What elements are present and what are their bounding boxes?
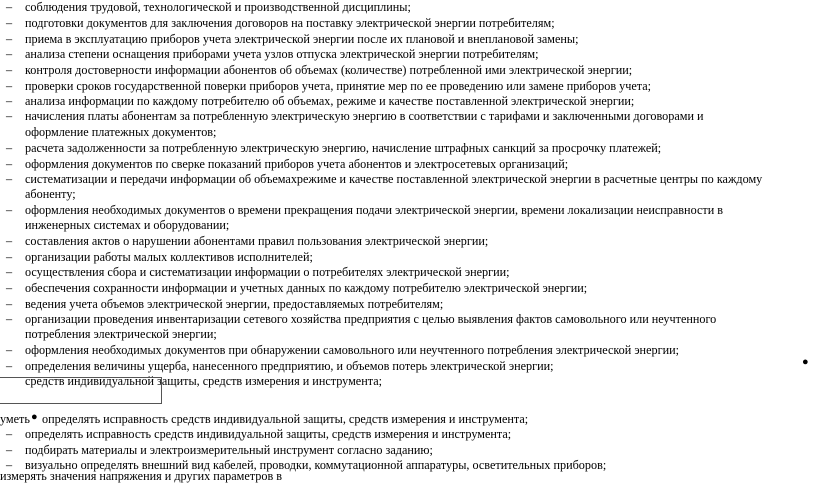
last-line-text: измерять значения напряжения и других параметров в <box>0 469 283 483</box>
list-marker: – <box>6 47 13 61</box>
list-marker: – <box>6 157 13 171</box>
list-marker: – <box>6 359 13 373</box>
list-marker: – <box>6 141 13 155</box>
list-marker: – <box>6 109 13 123</box>
list-marker: – <box>6 172 13 186</box>
list-marker: – <box>6 265 13 279</box>
list-item-text: приема в эксплуатацию приборов учета электрической энергии после их плановой и внеплановой замены; <box>25 32 579 46</box>
list-marker: – <box>6 203 13 217</box>
list-item-text: оформление платежных документов; <box>25 125 217 139</box>
list-marker: – <box>6 79 13 93</box>
skills-heading-text: определять исправность средств индивидуальной защиты, средств измерения и инструмента; <box>42 412 529 426</box>
skill-item-text: подбирать материалы и электроизмерительный инструмент согласно заданию; <box>25 443 433 457</box>
list-marker: – <box>6 343 13 357</box>
list-marker: – <box>6 250 13 264</box>
list-item-text: анализа информации по каждому потребителю об объемах, режиме и качестве поставленной электрической энергии; <box>25 94 635 108</box>
skills-bullet: ● <box>31 411 38 423</box>
list-marker: – <box>6 94 13 108</box>
list-item-text: определения величины ущерба, нанесенного предприятию, и объемов потерь электрической энергии; <box>25 359 554 373</box>
list-item-text: составления актов о нарушении абонентами правил пользования электрической энергии; <box>25 234 489 248</box>
list-item-text: анализа степени оснащения приборами учета узлов отпуска электрической энергии потребителям; <box>25 47 539 61</box>
list-marker: – <box>6 63 13 77</box>
list-marker: – <box>6 458 13 472</box>
skills-heading: уметь <box>0 412 30 426</box>
list-item-text: подготовки документов для заключения договоров на поставку электрической энергии потребителям; <box>25 16 555 30</box>
list-marker: – <box>6 281 13 295</box>
orphan-line-text: средств индивидуальной защиты, средств измерения и инструмента; <box>25 374 383 388</box>
list-item-text: контроля достоверности информации абонентов об объемах (количестве) потребленной ими электрической энергии; <box>25 63 633 77</box>
list-item-text: оформления необходимых документов при обнаружении самовольного или неучтенного потребления электрической энергии; <box>25 343 680 357</box>
list-item-text: систематизации и передачи информации об объемахрежиме и качестве поставленной электрической энергии в расчетные центры по каждому <box>25 172 763 186</box>
list-marker: – <box>6 443 13 457</box>
list-item-text: проверки сроков государственной поверки приборов учета, принятие мер по ее проведению или замене приборов учета; <box>25 79 652 93</box>
skill-item-text: визуально определять внешний вид кабелей, проводки, коммутационной аппаратуры, осветительных приборов; <box>25 458 607 472</box>
list-item-text: организации проведения инвентаризации сетевого хозяйства предприятия с целью выявления фактов самовольного или неучтенного <box>25 312 717 326</box>
list-marker: – <box>6 0 13 14</box>
list-item-text: потребления электрической энергии; <box>25 327 217 341</box>
list-item-text: осуществления сбора и систематизации информации о потребителях электрической энергии; <box>25 265 510 279</box>
list-marker: – <box>6 16 13 30</box>
list-marker: – <box>6 312 13 326</box>
empty-box <box>0 377 162 404</box>
list-marker: – <box>6 297 13 311</box>
skill-item-text: определять исправность средств индивидуальной защиты, средств измерения и инструмента; <box>25 427 512 441</box>
list-item-text: оформления документов по сверке показаний приборов учета абонентов и электросетевых организаций; <box>25 157 569 171</box>
list-item-text: абоненту; <box>25 187 76 201</box>
list-item-text: организации работы малых коллективов исполнителей; <box>25 250 313 264</box>
list-item-text: начисления платы абонентам за потребленную электрическую энергию в соответствии с тарифами и заключенными договорами и <box>25 109 704 123</box>
list-item-text: оформления необходимых документов о времени прекращения подачи электрической энергии, времени локализации неисправности в <box>25 203 724 217</box>
list-item-text: инженерных системах и оборудовании; <box>25 218 230 232</box>
list-item-text: соблюдения трудовой, технологической и производственной дисциплины; <box>25 0 411 14</box>
list-marker: – <box>6 427 13 441</box>
list-marker: – <box>6 32 13 46</box>
list-item-text: обеспечения сохранности информации и учетных данных по каждому потребителю электрической энергии; <box>25 281 588 295</box>
list-marker: – <box>6 234 13 248</box>
list-item-text: ведения учета объемов электрической энергии, предоставляемых потребителям; <box>25 297 444 311</box>
stray-bullet: ● <box>802 356 809 368</box>
list-item-text: расчета задолженности за потребленную электрическую энергию, начисление штрафных санкций за просрочку платежей; <box>25 141 662 155</box>
